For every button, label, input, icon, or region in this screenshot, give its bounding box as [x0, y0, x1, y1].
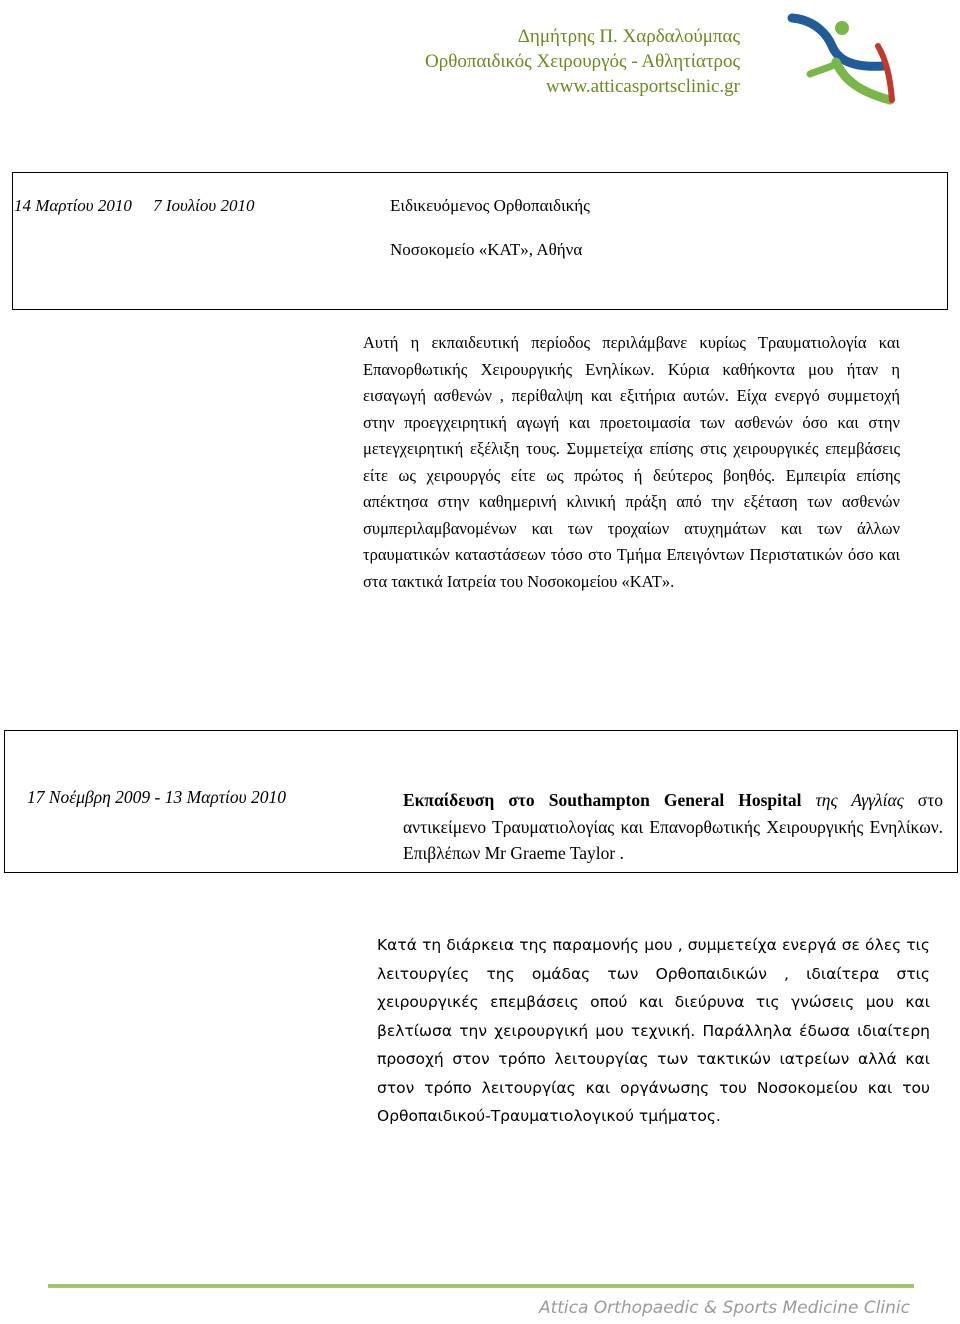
entry-2-title-italic: της Αγγλίας	[815, 790, 904, 810]
entry-2-title-rest: στο αντικείμενο Τραυματιολογίας και Επανορθωτικής Χειρουργικής Ενηλίκων. Επιβλέπων Mr Graeme Taylor .	[403, 790, 944, 863]
letterhead	[425, 24, 740, 99]
entry-2-dates: 17 Νοέμβρη 2009 - 13 Μαρτίου 2010	[27, 787, 287, 807]
clinic-website: www.atticasportsclinic.gr	[546, 76, 740, 97]
footer-divider	[48, 1284, 914, 1288]
entry-1-title: Ειδικευόμενος Ορθοπαιδικής	[390, 196, 590, 215]
entry-1-description: Αυτή η εκπαιδευτική περίοδος περιλάμβανε κυρίως Τραυματιολογία και Επανορθωτικής Χειρουργικής Ενηλίκων. Κύρια καθήκοντα μου ήταν η εισαγωγή ασθενών , περίθαλψη και εξιτήρια αυτών. Είχα ενεργό συμμετοχή στην προεγχειρητική αγωγή και προετοιμασία των ασθενών όσο και στην μετεγχειρητική εξέλιξη τους. Συμμετείχα επίσης στις χειρουργικές επεμβάσεις είτε ως χειρουργός είτε ως πρώτος ή δεύτερος βοηθός. Εμπειρία επίσης απέκτησα στην καθημερινή κλινική πράξη από την εξέταση των ασθενών συμπεριλαμβανομένων και των τροχαίων ατυχημάτων και των άλλων τραυματικών καταστάσεων τόσο στο Τμήμα Επειγόντων Περιστατικών όσο και στα τακτικά Ιατρεία του Νοσοκομείου «ΚΑΤ».	[363, 333, 900, 591]
clinic-logo-icon	[786, 10, 912, 106]
footer-clinic-name: Attica Orthopaedic & Sports Medicine Clinic	[538, 1298, 910, 1318]
entry-2-description: Κατά τη διάρκεια της παραμονής μου , συμμετείχα ενεργά σε όλες τις λειτουργίες της ομάδας των Ορθοπαιδικών , ιδιαίτερα στις χειρουργικές επεμβάσεις οπού και διεύρυνα τις γνώσεις μου και βελτίωσα την χειρουργική μου τεχνική. Παράλληλα έδωσα ιδιαίτερη προσοχή στον τρόπο λειτουργίας των τακτικών ιατρείων αλλά και στον τρόπο λειτουργίας και οργάνωσης του Νοσοκομείου και του Ορθοπαιδικού-Τραυματιολογικού τμήματος.	[377, 936, 930, 1125]
entry-2-title-bold: Εκπαίδευση στο Southampton General Hospital	[403, 790, 802, 810]
entry-2-title	[403, 787, 943, 867]
doctor-name: Δημήτρης Π. Χαρδαλούμπας	[517, 26, 740, 47]
entry-1-location: Νοσοκομείο «ΚΑΤ», Αθήνα	[390, 240, 583, 259]
doctor-role: Ορθοπαιδικός Χειρουργός - Αθλητίατρος	[425, 51, 740, 72]
entry-1-dates: 14 Μαρτίου 2010 7 Ιουλίου 2010	[14, 196, 255, 215]
